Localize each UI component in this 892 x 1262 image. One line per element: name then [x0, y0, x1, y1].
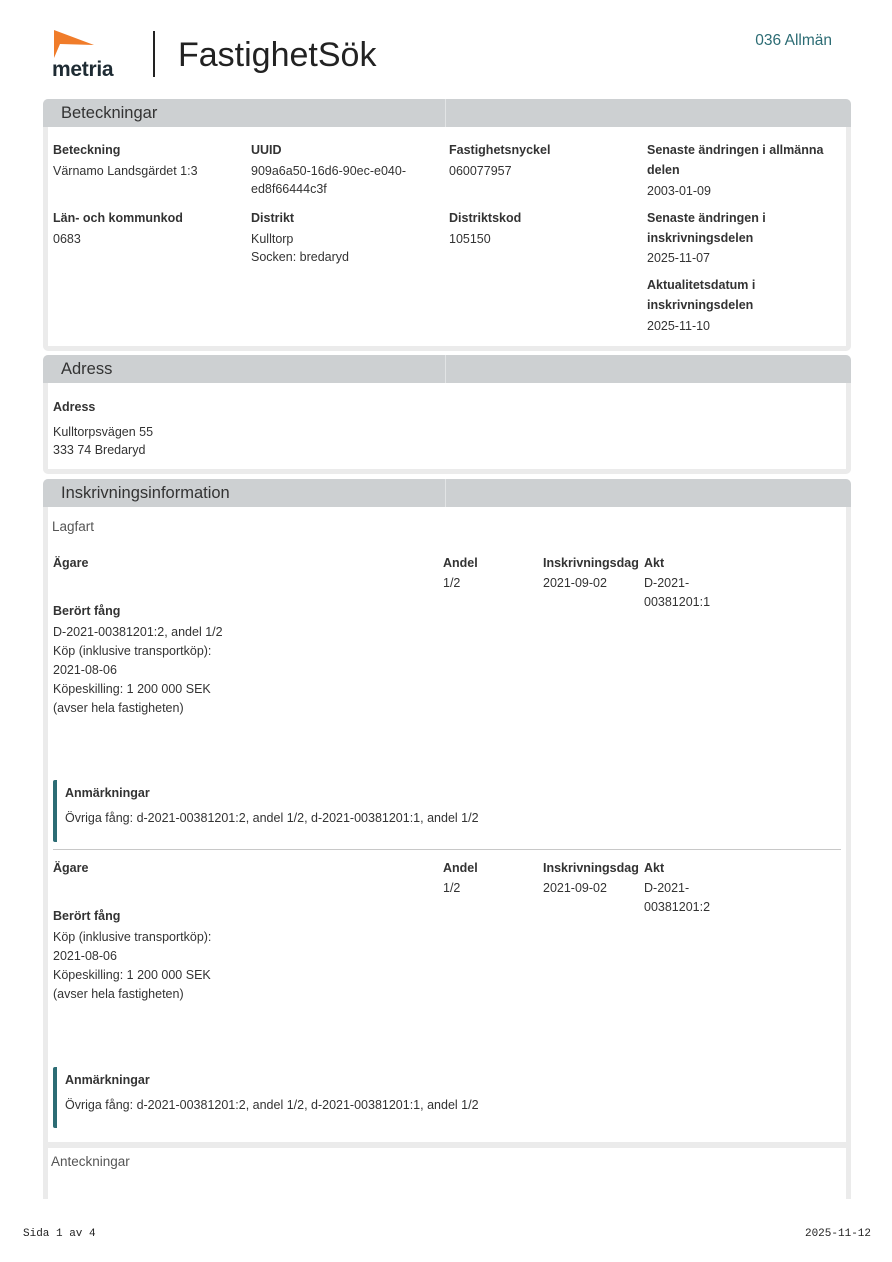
- section-header: [43, 479, 851, 507]
- akt-value-line1: D-2021-: [644, 881, 690, 895]
- fastighetsnyckel-label: Fastighetsnyckel: [449, 143, 551, 157]
- inskrivningsdag-label: Inskrivningsdag: [543, 861, 639, 875]
- uuid-value-line1: 909a6a50-16d6-90ec-e040-: [251, 164, 406, 178]
- distrikt-value-1: Kulltorp: [251, 232, 294, 246]
- distriktskod-label: Distriktskod: [449, 211, 522, 225]
- senaste-allmanna-label-2: delen: [647, 163, 680, 177]
- akt-value-line1: D-2021-: [644, 576, 690, 590]
- print-date: 2025-11-12: [804, 1228, 871, 1240]
- berort-fang-label: Berört fång: [53, 909, 121, 923]
- anmarkningar-box: [53, 1067, 833, 1128]
- berort-fang-label: Berört fång: [53, 604, 121, 618]
- beteckning-value: Värnamo Landsgärdet 1:3: [53, 164, 198, 178]
- inskrivningsdag-value: 2021-09-02: [543, 576, 607, 590]
- berort-fang-line: (avser hela fastigheten): [53, 701, 184, 715]
- agare-label: Ägare: [53, 556, 89, 570]
- uuid-label: UUID: [251, 143, 282, 157]
- metria-logo: [50, 30, 122, 80]
- berort-fang-line: Köp (inklusive transportköp):: [53, 930, 212, 944]
- lagfart-subheading: Lagfart: [52, 519, 95, 534]
- section-title: Adress: [61, 360, 113, 378]
- section-beteckningar: [43, 99, 851, 351]
- anmarkningar-box: [53, 780, 833, 842]
- berort-fang-line: 2021-08-06: [53, 949, 117, 963]
- berort-fang-line: Köpeskilling: 1 200 000 SEK: [53, 968, 211, 982]
- distrikt-label: Distrikt: [251, 211, 295, 225]
- section-header: [43, 355, 851, 383]
- distrikt-value-2: Socken: bredaryd: [251, 250, 349, 264]
- anmarkningar-title: Anmärkningar: [65, 786, 150, 800]
- anteckningar-card: [48, 1142, 846, 1199]
- berort-fang-line: D-2021-00381201:2, andel 1/2: [53, 625, 223, 639]
- andel-label: Andel: [443, 556, 478, 570]
- senaste-inskrivning-label-1: Senaste ändringen i: [647, 211, 766, 225]
- access-label: 036 Allmän: [755, 32, 832, 49]
- header-divider: [153, 31, 155, 77]
- section-title: Beteckningar: [61, 104, 158, 122]
- aktualitet-value: 2025-11-10: [647, 319, 711, 333]
- andel-value: 1/2: [443, 881, 461, 895]
- adress-line1: Kulltorpsvägen 55: [53, 425, 154, 439]
- app-title: FastighetSök: [178, 36, 377, 74]
- anmarkningar-value: Övriga fång: d-2021-00381201:2, andel 1/2, d-2021-00381201:1, andel 1/2: [65, 811, 479, 825]
- page-header: [0, 0, 892, 95]
- andel-label: Andel: [443, 861, 478, 875]
- lan-kommunkod-label: Län- och kommunkod: [53, 211, 183, 225]
- akt-value-line2: 00381201:1: [644, 595, 711, 609]
- distriktskod-value: 105150: [449, 232, 491, 246]
- anmarkningar-value: Övriga fång: d-2021-00381201:2, andel 1/2, d-2021-00381201:1, andel 1/2: [65, 1098, 479, 1112]
- section-body: [48, 507, 846, 1199]
- aktualitet-label-1: Aktualitetsdatum i: [647, 278, 756, 292]
- inskrivningsdag-value: 2021-09-02: [543, 881, 607, 895]
- adress-label: Adress: [53, 400, 96, 414]
- page-number: Sida 1 av 4: [23, 1228, 96, 1240]
- fastighetsnyckel-value: 060077957: [449, 164, 512, 178]
- akt-label: Akt: [644, 861, 665, 875]
- andel-value: 1/2: [443, 576, 461, 590]
- entry-divider: [53, 849, 841, 850]
- adress-line2: 333 74 Bredaryd: [53, 443, 146, 457]
- logo-text: metria: [52, 58, 114, 81]
- section-title: Inskrivningsinformation: [61, 484, 230, 502]
- metria-arrow-icon: [52, 30, 96, 60]
- section-body: [48, 127, 846, 346]
- anteckningar-subheading: Anteckningar: [51, 1154, 130, 1169]
- inskrivningsdag-label: Inskrivningsdag: [543, 556, 639, 570]
- section-header: [43, 99, 851, 127]
- senaste-allmanna-label-1: Senaste ändringen i allmänna: [647, 143, 824, 157]
- section-body: [48, 383, 846, 469]
- berort-fang-line: Köpeskilling: 1 200 000 SEK: [53, 682, 211, 696]
- section-inskrivning: [43, 479, 851, 1199]
- berort-fang-line: 2021-08-06: [53, 663, 117, 677]
- agare-label: Ägare: [53, 861, 89, 875]
- senaste-inskrivning-value: 2025-11-07: [647, 251, 711, 265]
- lan-kommunkod-value: 0683: [53, 232, 81, 246]
- senaste-allmanna-value: 2003-01-09: [647, 184, 711, 198]
- senaste-inskrivning-label-2: inskrivningsdelen: [647, 231, 754, 245]
- akt-value-line2: 00381201:2: [644, 900, 711, 914]
- beteckning-label: Beteckning: [53, 143, 121, 157]
- section-adress: [43, 355, 851, 474]
- berort-fang-line: Köp (inklusive transportköp):: [53, 644, 212, 658]
- uuid-value-line2: ed8f66444c3f: [251, 182, 327, 196]
- aktualitet-label-2: inskrivningsdelen: [647, 298, 754, 312]
- akt-label: Akt: [644, 556, 665, 570]
- berort-fang-line: (avser hela fastigheten): [53, 987, 184, 1001]
- anmarkningar-title: Anmärkningar: [65, 1073, 150, 1087]
